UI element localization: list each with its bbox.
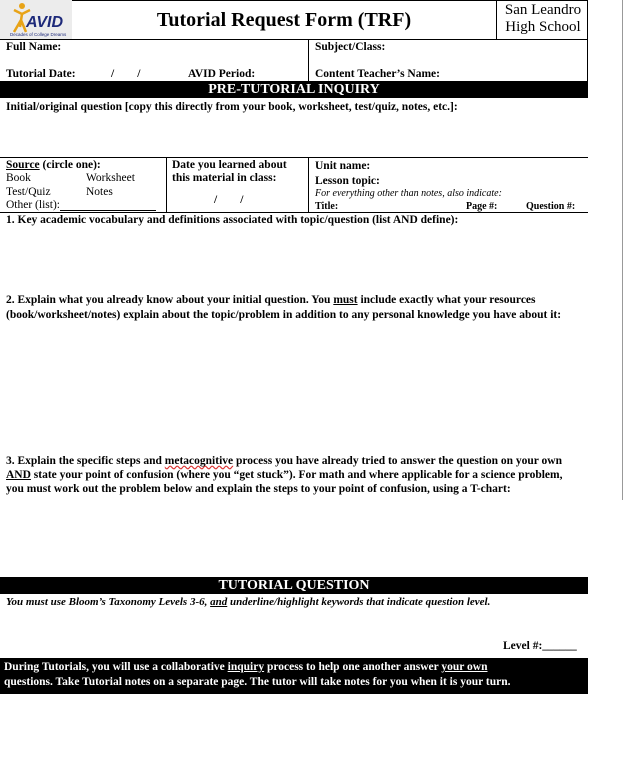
initial-question-prompt[interactable]: Initial/original question [copy this directly from your book, worksheet, test/quiz, notes, etc.]: [6,101,458,113]
source-heading [6,159,101,172]
page-title: Tutorial Request Form (TRF) [156,9,412,31]
q2-part-a: 2. Explain what you already know about your initial question. You [6,294,334,306]
footer-inquiry: inquiry [227,661,265,673]
question-2[interactable] [6,294,586,322]
date-learned-line-1: Date you learned about [172,159,287,171]
q3-part-a: 3. Explain the specific steps and [6,455,165,467]
level-field[interactable] [503,640,577,653]
footer-part-b: process to help one another answer [264,661,442,673]
instr-part-a: You must use Bloom’s Taxonomy Levels 3-6, [6,596,211,608]
q3-part-c: state your point of confusion (where you “get stuck”). For math and where applicable for a science problem, [30,469,563,481]
tutorial-question-instructions [6,596,490,609]
source-label: Source [6,159,40,171]
source-option-worksheet[interactable]: Worksheet [86,172,135,184]
logo-text: AVID [26,14,64,31]
school-line-1: San Leandro [504,2,582,18]
everything-other-note: For everything other than notes, also indicate: [315,188,502,199]
source-option-other[interactable]: Other (list): [6,199,60,211]
content-teacher-label[interactable]: Content Teacher’s Name: [315,68,440,80]
date-learned-line-2: this material in class: [172,172,277,184]
q3-part-b: process you have already tried to answer the question on your own [233,455,562,467]
q3-and: AND [6,469,31,481]
source-option-book[interactable]: Book [6,172,31,184]
unit-name-label[interactable]: Unit name: [315,160,371,172]
tutorial-date-label[interactable]: Tutorial Date: [6,68,76,80]
page-num-label[interactable]: Page #: [466,201,498,212]
lesson-topic-label[interactable]: Lesson topic: [315,175,380,187]
pre-tutorial-banner: PRE-TUTORIAL INQUIRY [0,81,588,98]
instr-and: and [210,596,228,608]
tutorial-date-slashes: / / [111,68,141,80]
header-bottom-rule [0,39,588,40]
footer-part-a: During Tutorials, you will use a collaborative [4,661,228,673]
other-underline [60,210,156,211]
source-divider-2 [308,157,309,212]
header-divider [496,0,497,39]
level-label: Level #: [503,640,543,652]
avid-period-label[interactable]: AVID Period: [188,68,256,80]
info-divider [308,39,309,81]
source-label-rest: (circle one): [39,159,101,171]
q2-part-b: include exactly what your resources [357,294,536,306]
page-edge [622,0,623,500]
q2-line-2: (book/worksheet/notes) explain about the topic/problem in addition to any personal knowledge you have about it: [6,309,562,321]
footer-your-own: your own [441,661,488,673]
footer-line-2: questions. Take Tutorial notes on a separate page. The tutor will take notes for you when it is your turn. [4,676,511,688]
question-1[interactable]: 1. Key academic vocabulary and definitions associated with topic/question (list AND define): [6,214,459,226]
q2-must: must [333,294,358,306]
avid-logo [0,0,72,39]
info-right-border [587,39,588,81]
school-line-2: High School [505,19,581,35]
tutorial-question-banner: TUTORIAL QUESTION [0,577,588,594]
level-blank: ______ [542,640,577,652]
instr-part-b: underline/highlight keywords that indicate question level. [227,596,491,608]
source-top-rule [0,157,588,158]
source-divider-1 [166,157,167,212]
source-bottom-rule [0,212,588,213]
q3-metacognitive: metacognitive [164,455,234,467]
question-num-label[interactable]: Question #: [526,201,576,212]
logo-tagline: Decades of College Dreams [10,32,67,37]
date-learned-slashes[interactable]: / / [214,194,244,206]
header-right-border [587,0,588,39]
footer-instructions [0,658,588,694]
question-3[interactable] [6,455,586,496]
source-option-test-quiz[interactable]: Test/Quiz [6,186,51,198]
subject-class-label[interactable]: Subject/Class: [315,41,386,53]
full-name-label[interactable]: Full Name: [6,41,62,53]
source-option-notes[interactable]: Notes [86,186,113,198]
q3-line-3: you must work out the problem below and explain the steps to your point of confusion, using a T-chart: [6,483,511,495]
header-top-rule [72,0,588,1]
school-name [498,2,588,36]
title-label[interactable]: Title: [315,201,339,212]
